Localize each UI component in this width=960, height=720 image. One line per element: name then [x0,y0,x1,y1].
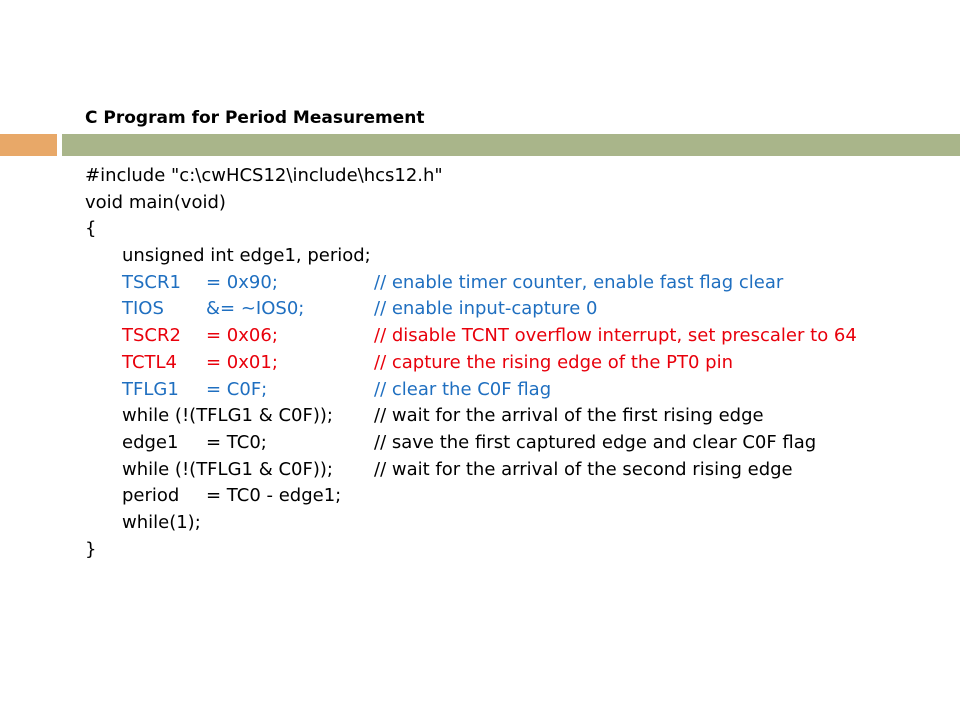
accent-bar-green [62,134,960,156]
slide-title: C Program for Period Measurement [85,108,425,128]
accent-bar-orange [0,134,57,156]
